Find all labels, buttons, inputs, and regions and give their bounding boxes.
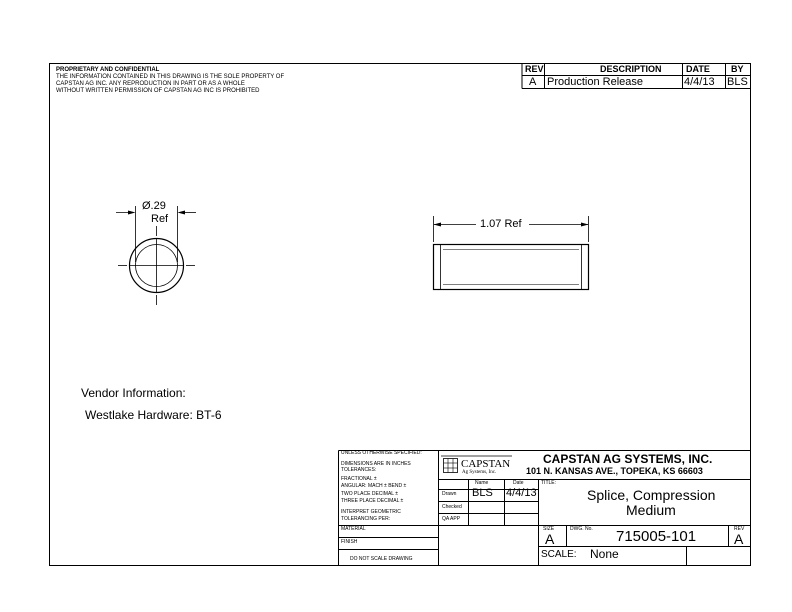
rev-label: REV — [734, 526, 745, 532]
checked-label: Checked — [442, 504, 462, 510]
fractional-tolerance: FRACTIONAL ± — [341, 476, 377, 482]
vendor-entry: Westlake Hardware: BT-6 — [85, 408, 222, 422]
by-header: BY — [731, 64, 744, 74]
drawing-title-line-1: Splice, Compression — [587, 487, 716, 503]
drawn-date: 4/4/13 — [506, 487, 537, 499]
description-header: DESCRIPTION — [600, 64, 662, 74]
tolerances-label: TOLERANCES: — [341, 467, 377, 473]
interpret-geometric: INTERPRET GEOMETRIC — [341, 509, 401, 515]
sheet-size: A — [545, 531, 555, 547]
rev-row-by: BLS — [727, 76, 748, 88]
vendor-heading: Vendor Information: — [81, 386, 186, 400]
rev-row-description: Production Release — [547, 76, 644, 88]
three-place-tolerance: THREE PLACE DECIMAL ± — [341, 498, 404, 504]
angular-tolerance: ANGULAR: MACH ± BEND ± — [341, 483, 407, 489]
tube-outline — [434, 245, 589, 290]
finish-label: FINISH — [341, 539, 358, 545]
size-label: SIZE — [543, 526, 555, 532]
dwg-no-label: DWG. No. — [570, 526, 593, 532]
do-not-scale: DO NOT SCALE DRAWING — [350, 556, 413, 562]
length-dimension: 1.07 Ref — [480, 218, 522, 230]
logo-name: CAPSTAN — [461, 458, 511, 470]
notice-line-3: WITHOUT WRITTEN PERMISSION OF CAPSTAN AG INC IS PROHIBITED — [56, 88, 260, 94]
approval-date-header: Date — [513, 480, 524, 486]
drawn-label: Drawn — [442, 491, 457, 497]
drawing-title-line-2: Medium — [626, 502, 676, 518]
material-label: MATERIAL — [341, 526, 366, 532]
unless-specified: UNLESS OTHERWISE SPECIFIED: — [341, 450, 422, 456]
logo-sub: Ag Systems, Inc. — [462, 470, 497, 475]
scale-value: None — [590, 547, 619, 561]
dims-in-inches: DIMENSIONS ARE IN INCHES — [341, 461, 411, 467]
title-label: TITLE: — [541, 480, 557, 486]
diameter-ref: Ref — [151, 213, 169, 225]
company-address: 101 N. KANSAS AVE., TOPEKA, KS 66603 — [526, 466, 703, 476]
scale-label: SCALE: — [541, 549, 577, 560]
rev-header: REV — [525, 64, 544, 74]
qa-approval-label: QA APP — [442, 516, 461, 522]
drawing-number: 715005-101 — [616, 528, 697, 545]
rev-row-rev: A — [529, 76, 537, 88]
notice-line-1: THE INFORMATION CONTAINED IN THIS DRAWING IS THE SOLE PROPERTY OF — [56, 74, 285, 80]
tolerancing-per: TOLERANCING PER: — [341, 516, 391, 522]
drawn-name: BLS — [472, 487, 493, 499]
revision-letter: A — [734, 531, 744, 547]
notice-heading: PROPRIETARY AND CONFIDENTIAL — [56, 67, 160, 73]
two-place-tolerance: TWO PLACE DECIMAL ± — [341, 491, 399, 497]
notice-line-2: CAPSTAN AG INC. ANY REPRODUCTION IN PART OR AS A WHOLE — [56, 81, 245, 87]
company-name: CAPSTAN AG SYSTEMS, INC. — [543, 452, 713, 466]
rev-row-date: 4/4/13 — [684, 76, 715, 88]
date-header: DATE — [686, 64, 710, 74]
diameter-dimension: Ø.29 — [142, 200, 166, 212]
approval-name-header: Name — [475, 480, 489, 486]
